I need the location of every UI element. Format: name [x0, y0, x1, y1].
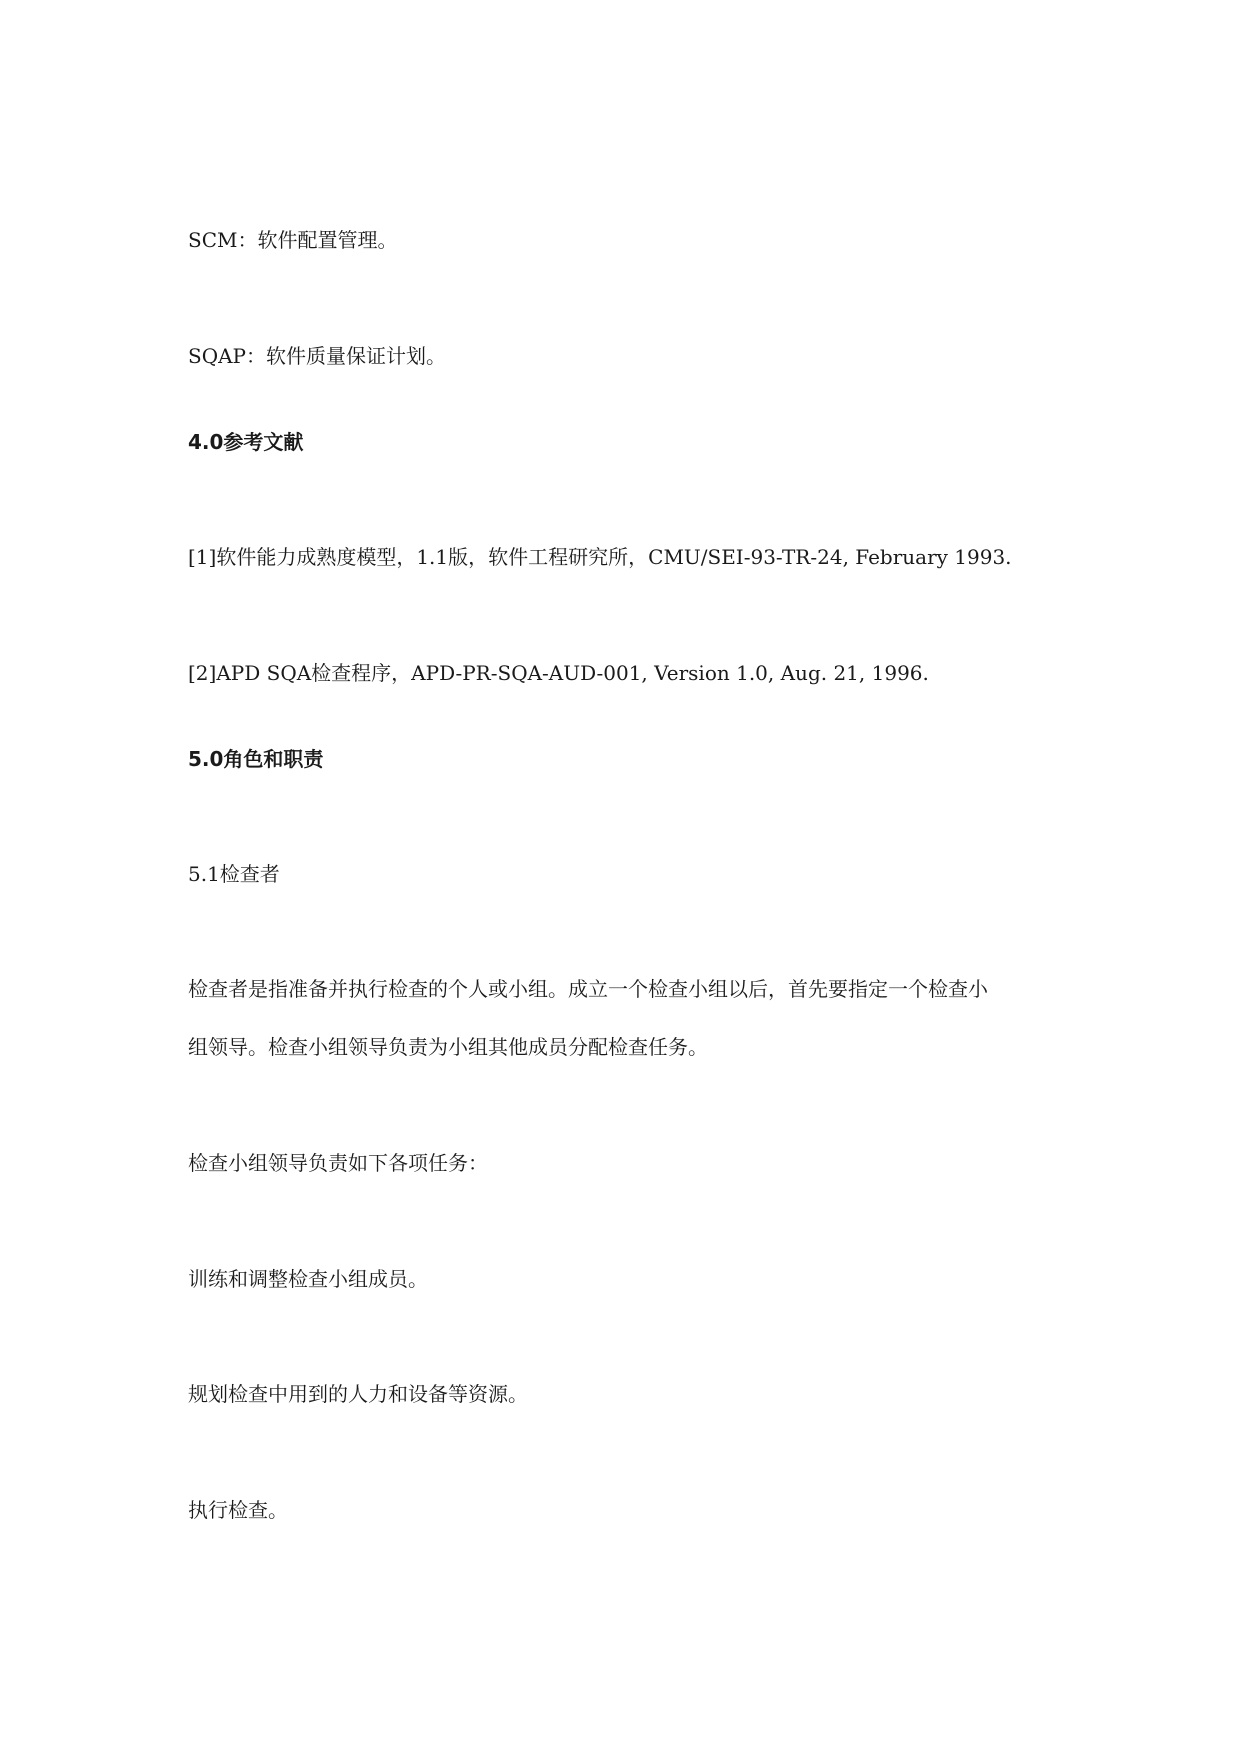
section-heading-references: 4.0参考文献: [188, 430, 304, 454]
paragraph-line-2: 组领导。检查小组领导负责为小组其他成员分配检查任务。: [188, 1035, 708, 1059]
paragraph-line-1: 检查者是指准备并执行检查的个人或小组。成立一个检查小组以后，首先要指定一个检查小: [188, 977, 988, 1001]
task-item-2: 规划检查中用到的人力和设备等资源。: [188, 1382, 528, 1406]
subsection-heading-inspector: 5.1检查者: [188, 862, 280, 886]
task-item-3: 执行检查。: [188, 1498, 288, 1522]
task-intro: 检查小组领导负责如下各项任务：: [188, 1151, 488, 1175]
reference-2: [2]APD SQA检查程序，APD-PR-SQA-AUD-001, Version 1.0, Aug. 21, 1996.: [188, 661, 929, 685]
definition-sqap: SQAP：软件质量保证计划。: [188, 344, 446, 368]
reference-1: [1]软件能力成熟度模型，1.1版，软件工程研究所，CMU/SEI-93-TR-24, February 1993.: [188, 545, 1012, 569]
section-heading-roles: 5.0角色和职责: [188, 747, 324, 771]
task-item-1: 训练和调整检查小组成员。: [188, 1267, 428, 1291]
definition-scm: SCM：软件配置管理。: [188, 228, 398, 252]
